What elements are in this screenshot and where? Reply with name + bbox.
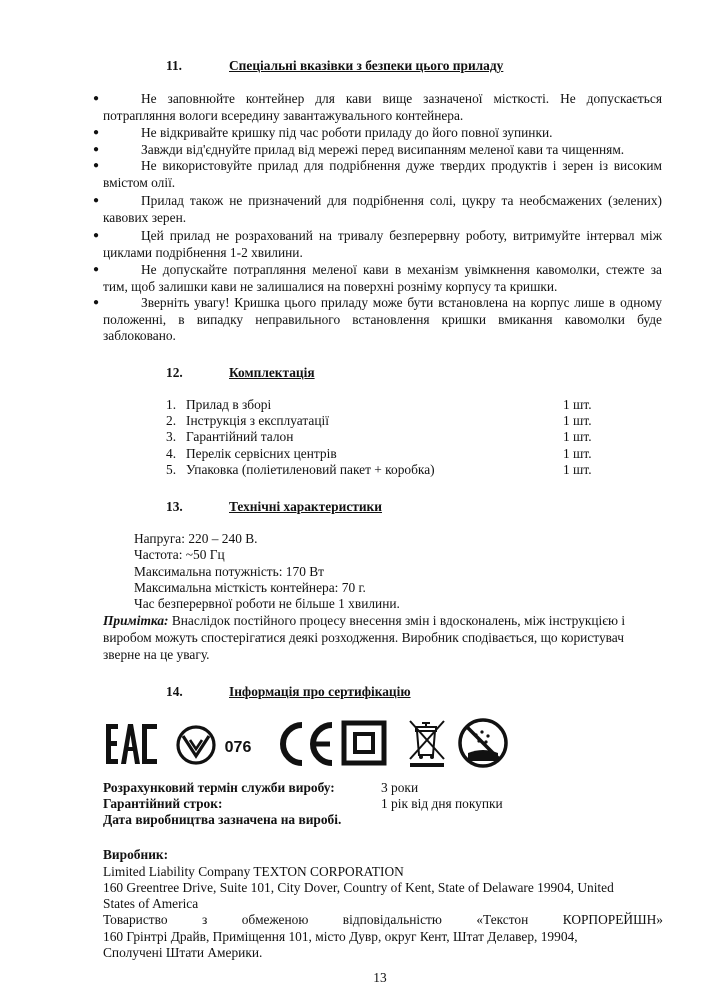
section-number: 12. — [166, 365, 183, 380]
weee-bin-icon — [404, 715, 452, 771]
bullet-line: Не допускайте потрапляння меленої кави в механізм увімкнення кавомолки, стежте — [141, 262, 645, 277]
safety-bullet — [93, 125, 662, 142]
bullet-line: між циклами подрібнення 1-2 хвилини. — [103, 228, 662, 260]
manufacturer-ua-address: 160 Грінтрі Драйв, Приміщення 101, місто Дувр, округ Кент, Штат Делавер, 19904, — [103, 929, 578, 944]
spec-line: Час безперервної роботи не більше 1 хвилини. — [134, 596, 400, 612]
page-number: 13 — [373, 970, 387, 985]
production-date-note: Дата виробництва зазначена на виробі. — [103, 812, 342, 827]
bullet-dot-icon: ● — [93, 195, 100, 206]
bullet-line: Не заповнюйте контейнер для кави вище зазначеної місткості. Не допускається — [141, 91, 662, 106]
item-quantity: 1 шт. — [563, 429, 592, 445]
item-number: 1. — [166, 397, 177, 412]
manufacturer-ua-country: Сполучені Штати Америки. — [103, 945, 263, 960]
section-title: Комплектація — [229, 365, 315, 380]
manufacturer-label: Виробник: — [103, 847, 169, 862]
package-item — [166, 413, 606, 430]
section-title: Спеціальні вказівки з безпеки цього приладу — [229, 58, 504, 73]
section-number: 11. — [166, 58, 182, 73]
ce-mark-icon — [274, 715, 336, 771]
package-item — [166, 462, 606, 479]
manufacturer-en-address: 160 Greentree Drive, Suite 101, City Dover, Country of Kent, State of Delaware 19904, United — [103, 880, 614, 895]
note-line: виробом можуть спостерігатися деякі розходження. Виробник сподівається, що користувач — [103, 630, 624, 645]
bullet-line: за тим, щоб залишки кави не залишалися на поверхні розніму корпусу та кришки. — [103, 262, 662, 294]
spec-line: Частота: ~50 Гц — [134, 547, 225, 563]
package-item — [166, 429, 606, 446]
note-label: Примітка: — [103, 613, 169, 628]
ua-name-word: обмеженою — [241, 912, 309, 927]
bullet-line: Не відкривайте кришку під час роботи приладу до його повної зупинки. — [141, 125, 553, 140]
warranty-value: 1 рік від дня покупки — [381, 796, 503, 811]
bullet-line: Зверніть увагу! Кришка цього приладу може бути встановлена на корпус лише в — [141, 295, 616, 310]
service-life-label: Розрахунковий термін служби виробу: — [103, 780, 335, 795]
spec-line: Максимальна місткість контейнера: 70 г. — [134, 579, 366, 595]
section-title: Технічні характеристики — [229, 499, 382, 514]
note-line: зверне на це увагу. — [103, 647, 210, 662]
package-item — [166, 446, 606, 463]
bullet-line: високим вмістом олії. — [103, 158, 662, 190]
bullet-line: Прилад також не призначений для подрібнення солі, цукру та необсмажених — [141, 193, 603, 208]
safety-bullet — [93, 91, 662, 124]
safety-bullet — [93, 193, 662, 226]
ua-conformity-mark-icon — [174, 715, 264, 771]
no-dishwasher-icon — [456, 715, 512, 771]
ua-mark-code: 076 — [224, 739, 252, 756]
safety-bullet — [93, 262, 662, 295]
item-name: Прилад в зборі — [186, 397, 272, 412]
item-quantity: 1 шт. — [563, 413, 592, 429]
manufacturer-en-country: States of America — [103, 896, 199, 911]
service-life-value: 3 роки — [381, 780, 419, 795]
item-name: Гарантійний талон — [186, 429, 294, 445]
section-number: 13. — [166, 499, 183, 514]
warranty-label: Гарантійний строк: — [103, 796, 223, 811]
safety-bullet — [93, 228, 662, 261]
spec-line: Максимальна потужність: 170 Вт — [134, 563, 325, 579]
item-name: Упаковка (поліетиленовий пакет + коробка) — [186, 461, 435, 477]
ua-name-word: КОРПОРЕЙШН» — [562, 912, 663, 927]
package-item — [166, 397, 606, 414]
safety-bullet — [93, 158, 662, 191]
ua-name-word: Товариство — [103, 912, 168, 927]
double-insulation-icon — [340, 715, 396, 771]
item-name: Перелік сервісних центрів — [186, 445, 337, 461]
item-number: 4. — [166, 445, 177, 461]
bullet-dot-icon: ● — [93, 144, 100, 155]
bullet-dot-icon: ● — [93, 264, 100, 275]
safety-bullet — [93, 295, 662, 345]
bullet-dot-icon: ● — [93, 297, 100, 308]
bullet-line: Цей прилад не розрахований на тривалу безперервну роботу, витримуйте інтервал — [141, 228, 635, 243]
bullet-dot-icon: ● — [93, 160, 100, 171]
bullet-dot-icon: ● — [93, 127, 100, 138]
bullet-line: Завжди від'єднуйте прилад від мережі перед висипанням меленої кави та чищенням. — [141, 142, 625, 157]
item-number: 2. — [166, 413, 177, 429]
manufacturer-en-name: Limited Liability Company TEXTON CORPORATION — [103, 864, 404, 879]
item-number: 5. — [166, 461, 177, 477]
item-name: Інструкція з експлуатації — [186, 413, 329, 429]
bullet-line: кавомолки буде заблоковано. — [103, 311, 662, 344]
note-paragraph — [103, 612, 662, 663]
item-quantity: 1 шт. — [563, 397, 592, 412]
bullet-line: потрапляння вологи всередину завантажувального контейнера. — [103, 107, 464, 123]
ua-name-word: відповідальністю — [342, 912, 442, 927]
bullet-dot-icon: ● — [93, 93, 100, 104]
eac-mark-icon — [104, 715, 160, 771]
ua-name-word: «Текстон — [476, 912, 529, 927]
bullet-dot-icon: ● — [93, 230, 100, 241]
bullet-line: одному положенні, в випадку неправильного встановлення кришки вмикання — [103, 295, 662, 327]
safety-bullet — [93, 142, 662, 159]
bullet-line: (зелених) кавових зерен. — [103, 193, 662, 225]
ua-name-word: з — [201, 912, 208, 927]
manufacturer-ua-name — [103, 911, 663, 928]
spec-line: Напруга: 220 – 240 В. — [134, 531, 258, 546]
section-number: 14. — [166, 684, 183, 699]
note-line: Внаслідок постійного процесу внесення змін і вдосконалень, між інструкцією і — [168, 613, 626, 628]
section-title: Інформація про сертифікацію — [229, 684, 411, 699]
bullet-line: Не використовуйте прилад для подрібнення дуже твердих продуктів і зерен із — [141, 158, 608, 173]
item-quantity: 1 шт. — [563, 461, 592, 477]
item-number: 3. — [166, 429, 177, 445]
item-quantity: 1 шт. — [563, 445, 592, 461]
